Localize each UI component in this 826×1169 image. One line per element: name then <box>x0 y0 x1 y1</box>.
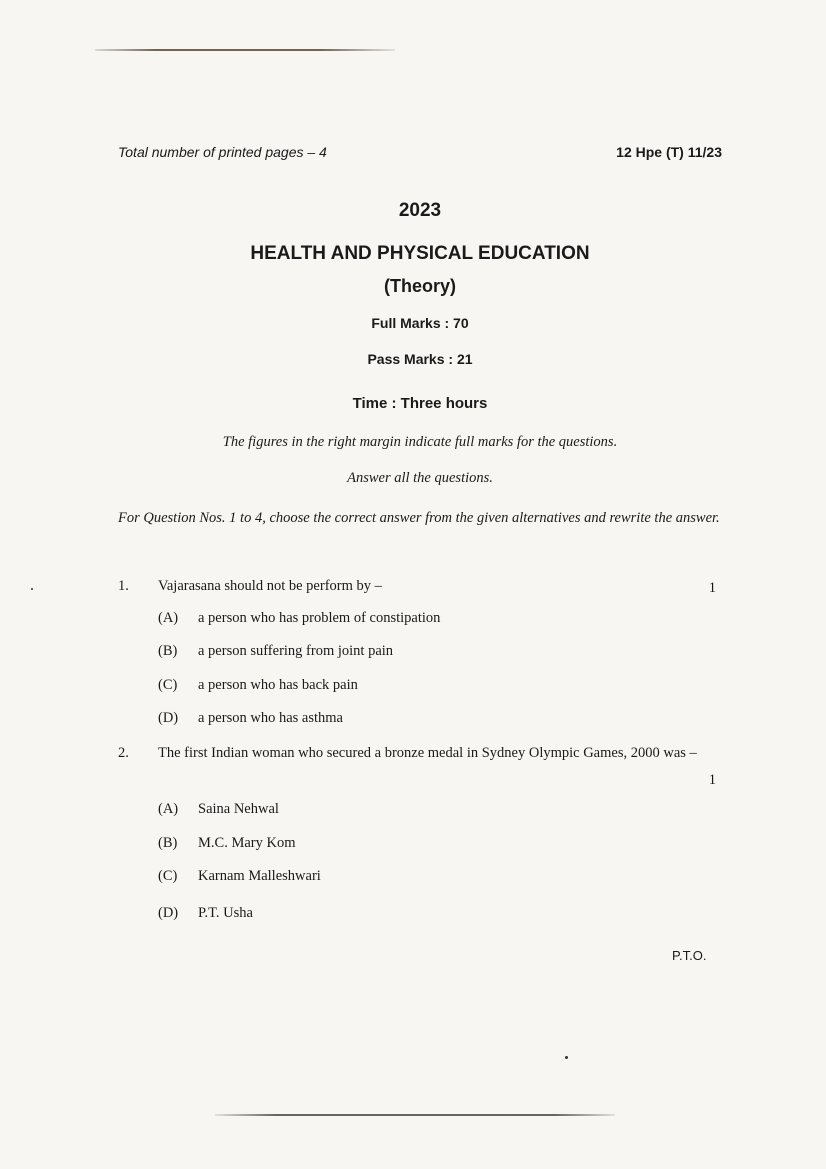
please-turn-over: P.T.O. <box>672 948 707 963</box>
scan-speck <box>565 1056 568 1059</box>
option-label: (C) <box>158 677 178 693</box>
instruction-text: For Question Nos. 1 to 4, choose the correct answer from the given alternatives and rewrite the answer. <box>118 510 720 526</box>
paper-type: (Theory) <box>384 276 456 296</box>
option-text: a person who has back pain <box>198 677 358 693</box>
question-number: 1. <box>118 578 129 594</box>
exam-year: 2023 <box>398 200 442 221</box>
question-text: The first Indian woman who secured a bronze medal in Sydney Olympic Games, 2000 was – <box>158 745 697 761</box>
option-label: (B) <box>158 643 178 659</box>
option-label: (D) <box>158 710 179 726</box>
option-a <box>158 801 279 818</box>
option-label: (C) <box>158 868 178 884</box>
paper-code: 12 Hpe (T) 11/23 <box>616 144 722 160</box>
option-text: a person suffering from joint pain <box>198 643 394 659</box>
option-text: a person who has problem of constipation <box>198 610 441 626</box>
option-d <box>158 905 253 922</box>
question-marks: 1 <box>708 580 716 596</box>
time-allowed: Time : Three hours <box>352 395 488 412</box>
question-2 <box>118 741 728 788</box>
option-label: (A) <box>158 610 179 626</box>
question-1 <box>118 574 728 598</box>
full-marks: Full Marks : 70 <box>371 315 469 331</box>
question-text: Vajarasana should not be perform by – <box>158 578 382 594</box>
option-b <box>158 835 295 852</box>
bottom-rule <box>215 1114 615 1116</box>
option-c <box>158 868 321 885</box>
top-rule <box>95 49 395 51</box>
option-a <box>158 610 440 627</box>
question-marks: 1 <box>708 772 716 788</box>
question-number: 2. <box>118 745 129 761</box>
subject-title: HEALTH AND PHYSICAL EDUCATION <box>250 243 590 264</box>
option-text: Saina Nehwal <box>198 801 279 817</box>
option-text: P.T. Usha <box>198 905 253 921</box>
option-text: a person who has asthma <box>198 710 343 726</box>
scan-speck <box>31 588 33 590</box>
option-d <box>158 710 343 727</box>
option-label: (D) <box>158 905 179 921</box>
printed-pages-note: Total number of printed pages – 4 <box>118 144 327 160</box>
option-label: (A) <box>158 801 179 817</box>
option-c <box>158 677 358 694</box>
margin-note: The figures in the right margin indicate full marks for the questions. <box>222 434 618 450</box>
option-text: M.C. Mary Kom <box>198 835 296 851</box>
answer-all-note: Answer all the questions. <box>347 470 493 486</box>
option-b <box>158 643 393 660</box>
option-text: Karnam Malleshwari <box>198 868 321 884</box>
pass-marks: Pass Marks : 21 <box>367 351 473 367</box>
option-label: (B) <box>158 835 178 851</box>
